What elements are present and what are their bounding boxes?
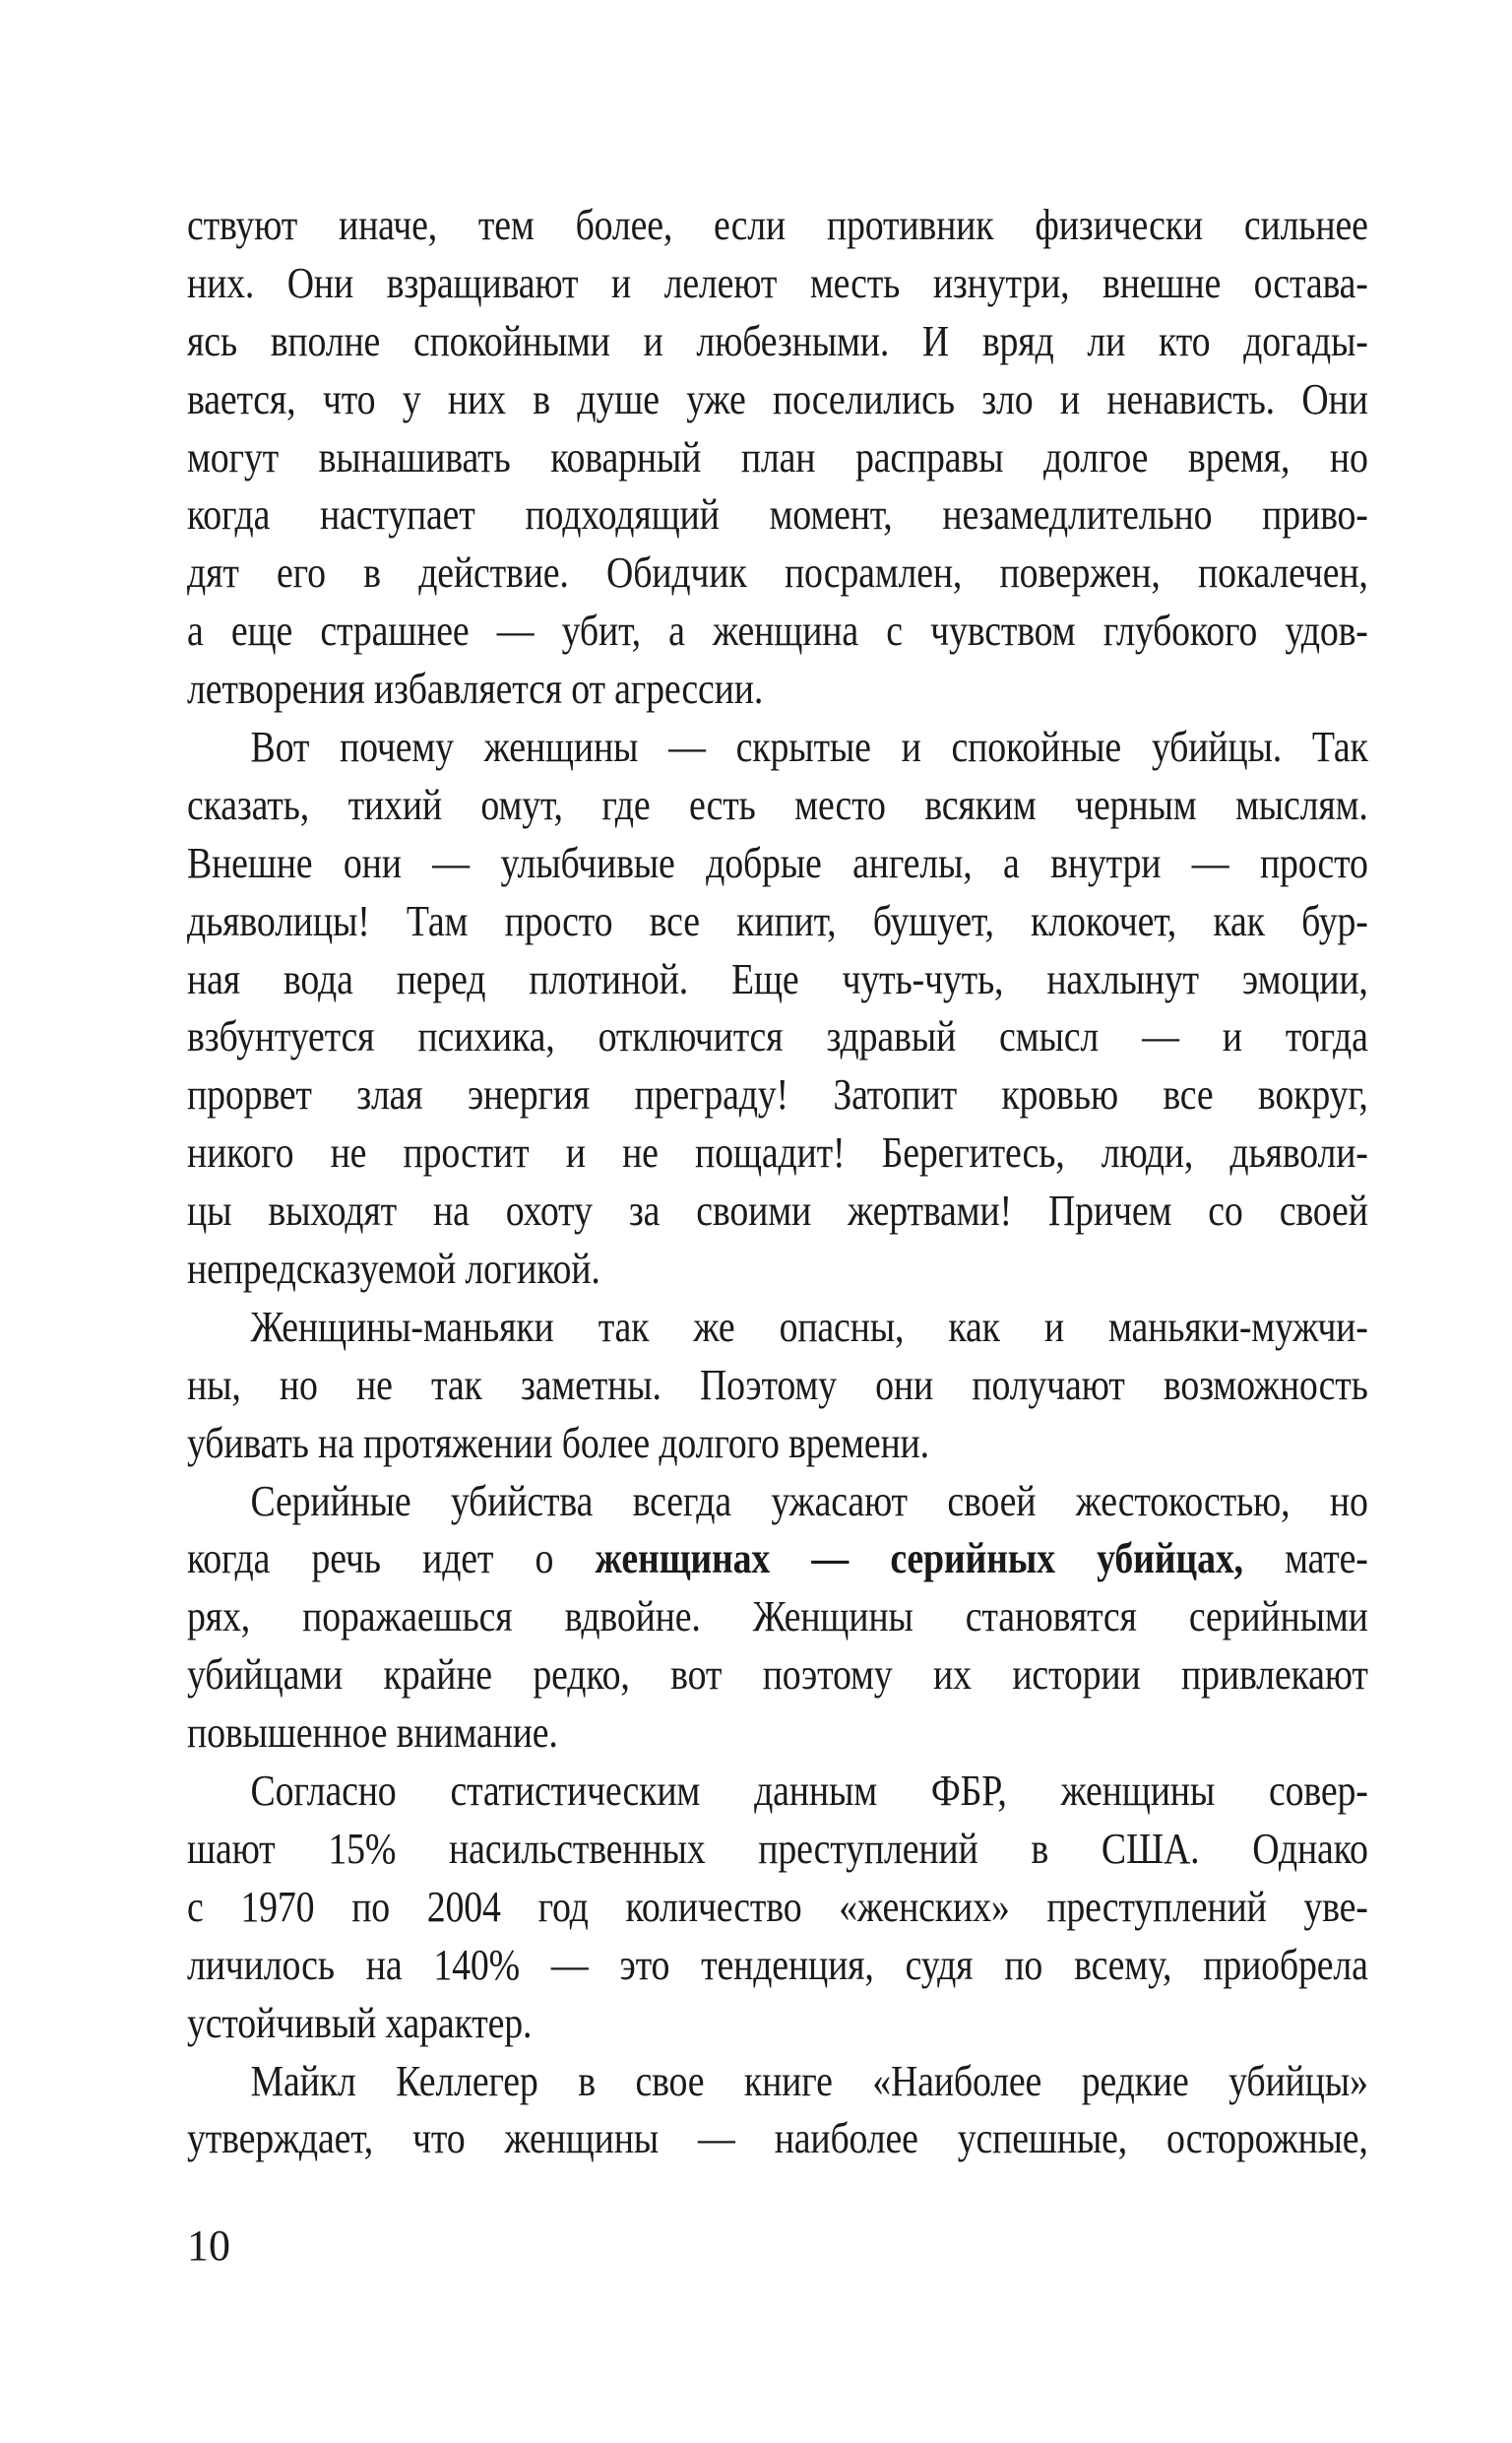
text-line: Согласно статистическим данным ФБР, женщины совер-: [250, 1767, 1368, 1816]
text-run: мате-: [1242, 1534, 1368, 1583]
text-line: личилось на 140% — это тенденция, судя по всему, приобрела: [187, 1940, 1368, 1989]
text-line: сказать, тихий омут, где есть место всяким черным мыслям.: [187, 780, 1368, 829]
text-line: Женщины-маньяки так же опасны, как и маньяки-мужчи-: [250, 1302, 1368, 1351]
text-line: прорвет злая энергия преграду! Затопит кровью все вокруг,: [187, 1070, 1368, 1120]
text-line: Серийные убийства всегда ужасают своей жестокостью, но: [250, 1476, 1368, 1525]
text-line: цы выходят на охоту за своими жертвами! Причем со своей: [187, 1187, 1368, 1236]
paragraph: [187, 1299, 1368, 1473]
text-line: [187, 1530, 1368, 1588]
text-line: вается, что у них в душе уже поселились зло и ненависть. Они: [187, 374, 1368, 423]
text-line: Внешне они — улыбчивые добрые ангелы, а внутри — просто: [187, 838, 1368, 887]
text-line: ная вода перед плотиной. Еще чуть-чуть, нахлынут эмоции,: [187, 954, 1368, 1003]
text-line: рях, поражаешься вдвойне. Женщины становятся серийными: [187, 1592, 1368, 1641]
text-line: повышенное внимание.: [187, 1708, 558, 1758]
text-line: шают 15% насильственных преступлений в США. Однако: [187, 1824, 1368, 1873]
page-number: 10: [187, 2221, 230, 2270]
text-line: утверждает, что женщины — наиболее успешные, осторожные,: [187, 2114, 1368, 2163]
text-line: ствуют иначе, тем более, если противник физически сильнее: [187, 201, 1368, 249]
text-line: непредсказуемой логикой.: [187, 1245, 600, 1294]
paragraph: [187, 197, 1368, 719]
text-run: когда речь идет о: [187, 1534, 596, 1583]
text-line: взбунтуется психика, отключится здравый смысл — и тогда: [187, 1012, 1368, 1061]
text-line: убийцами крайне редко, вот поэтому их истории привлекают: [187, 1650, 1368, 1700]
text-line: никого не простит и не пощадит! Берегитесь, люди, дьяволи-: [187, 1128, 1368, 1178]
text-line: могут вынашивать коварный план расправы долгое время, но: [187, 432, 1368, 482]
text-line: дят его в действие. Обидчик посрамлен, повержен, покалечен,: [187, 548, 1368, 598]
text-line: с 1970 по 2004 год количество «женских» преступлений уве-: [187, 1882, 1368, 1931]
text-line: Вот почему женщины — скрытые и спокойные убийцы. Так: [250, 723, 1368, 772]
text-line: а еще страшнее — убит, а женщина с чувством глубокого удов-: [187, 607, 1368, 656]
paragraph: [187, 1763, 1368, 2052]
bold-emphasis: женщинах — серийных убийцах,: [595, 1534, 1243, 1583]
text-line: ны, но не так заметны. Поэтому они получают возможность: [187, 1360, 1368, 1409]
paragraph: [187, 2053, 1368, 2169]
paragraph: [187, 719, 1368, 1299]
page-body: [187, 197, 1368, 2168]
text-line: когда наступает подходящий момент, незамедлительно приво-: [187, 490, 1368, 540]
text-line: убивать на протяжении более долгого времени.: [187, 1418, 929, 1467]
text-line: устойчивый характер.: [187, 1998, 533, 2047]
text-line: них. Они взращивают и лелеют месть изнутри, внешне остава-: [187, 258, 1368, 307]
text-line: летворения избавляется от агрессии.: [187, 665, 764, 714]
text-line: дьяволицы! Там просто все кипит, бушует, клокочет, как бур-: [187, 896, 1368, 945]
paragraph: [187, 1473, 1368, 1763]
text-line: ясь вполне спокойными и любезными. И вряд ли кто догады-: [187, 316, 1368, 365]
text-line: Майкл Келлегер в свое книге «Наиболее редкие убийцы»: [250, 2056, 1368, 2105]
